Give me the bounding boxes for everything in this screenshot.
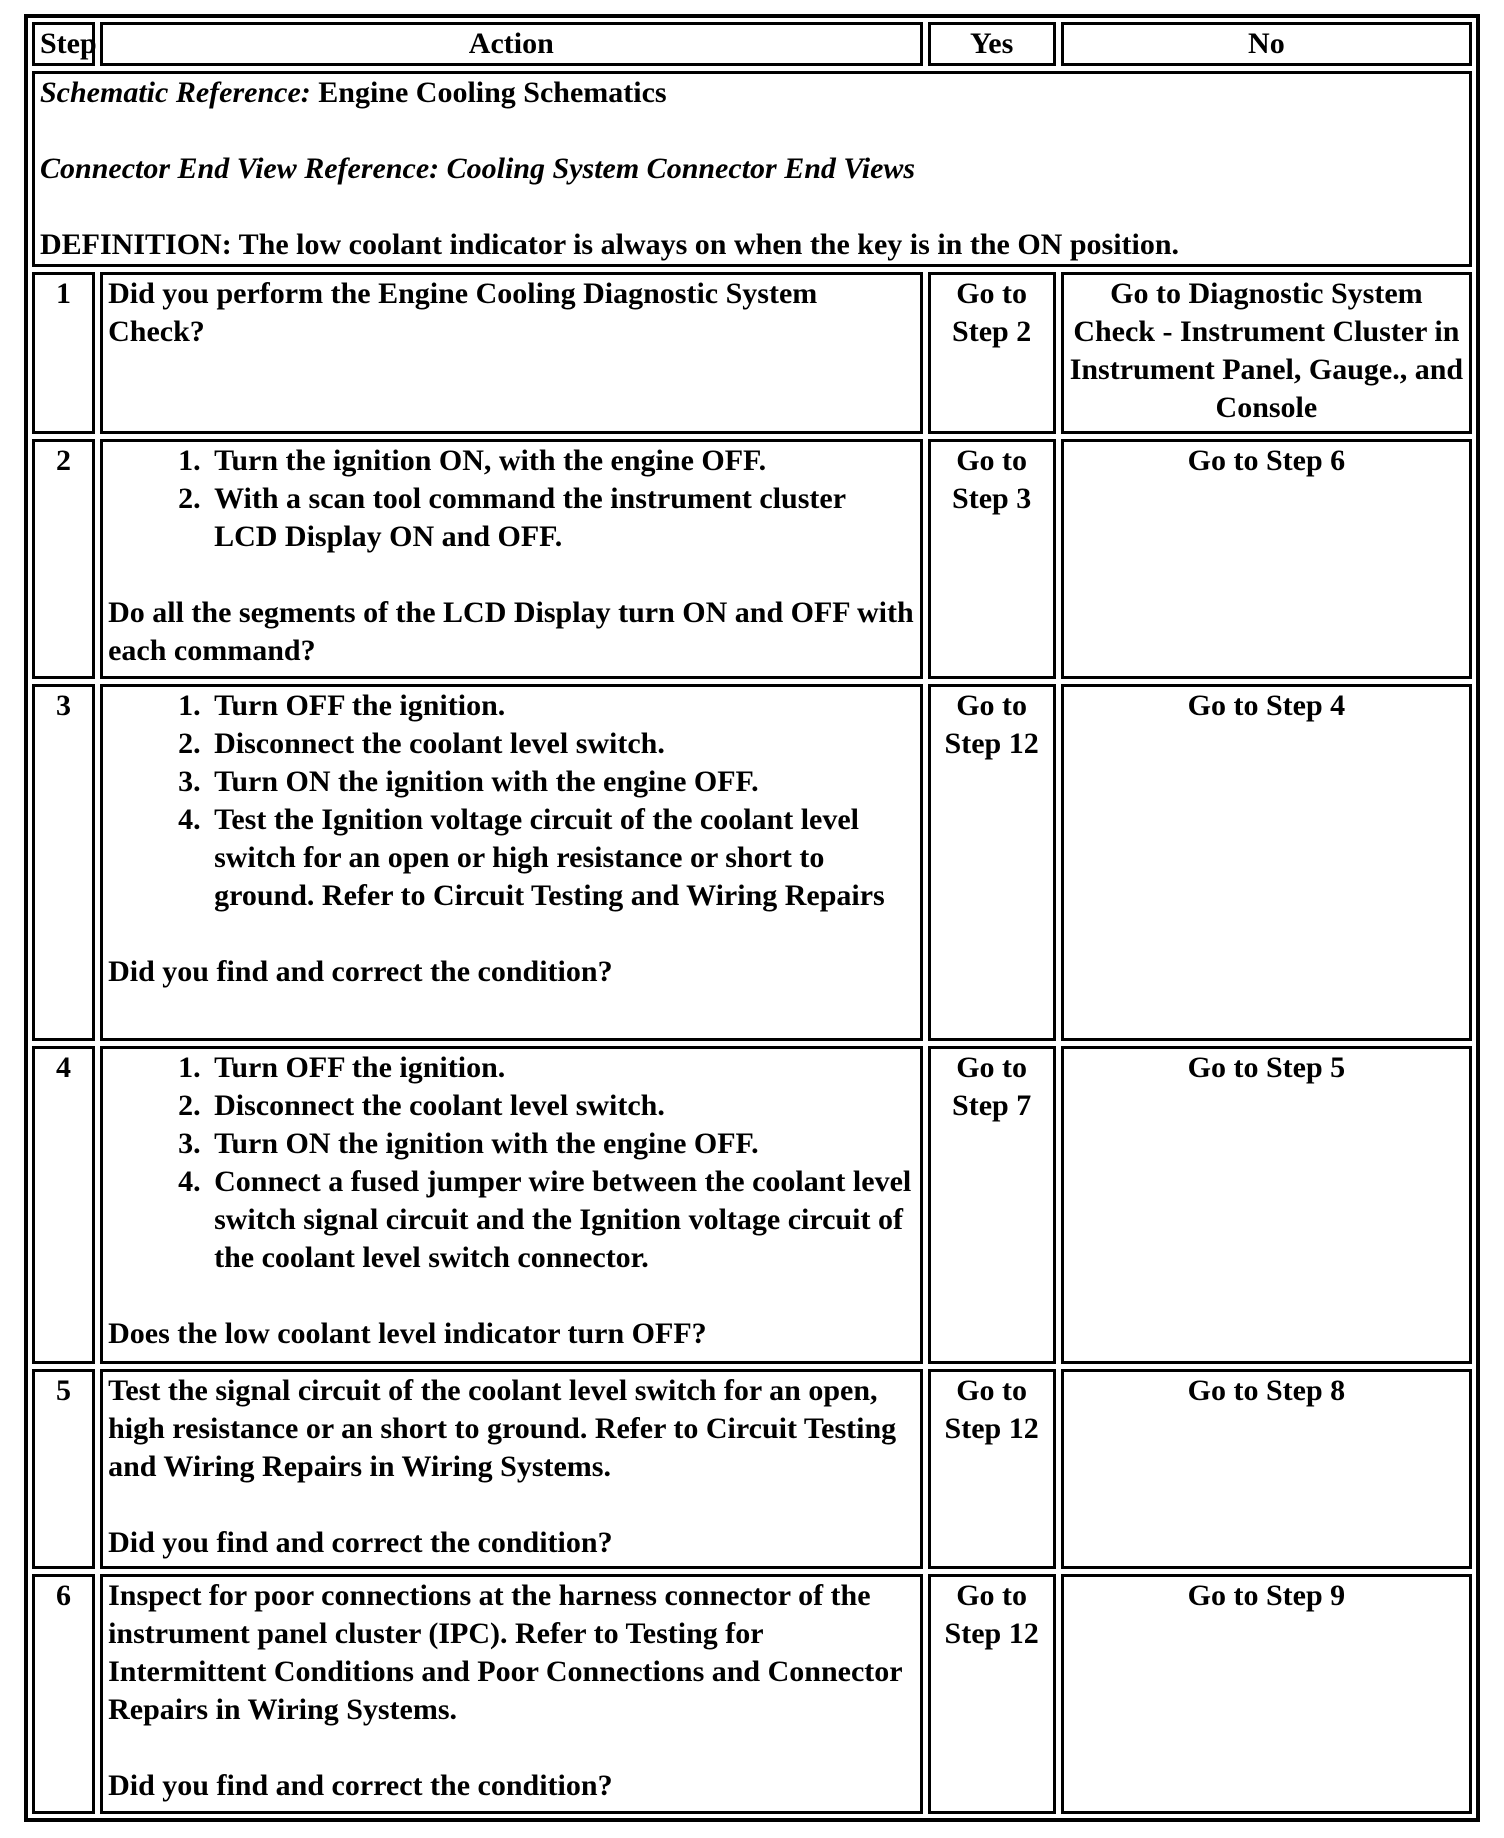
step-row [32, 684, 1472, 1041]
yes-link[interactable]: Go to Step 12 [928, 1369, 1056, 1569]
step-instructions [108, 442, 914, 556]
yes-link[interactable]: Go to Step 7 [928, 1046, 1056, 1364]
instruction-item: 1. Turn the ignition ON, with the engine OFF. [208, 442, 914, 480]
header-action: Action [100, 22, 922, 66]
no-link[interactable]: Go to Step 6 [1061, 439, 1472, 679]
definition: DEFINITION: The low coolant indicator is always on when the key is in the ON position. [40, 228, 1180, 261]
no-link[interactable]: Go to Step 4 [1061, 684, 1472, 1041]
instruction-item: 1. Turn OFF the ignition. [208, 687, 914, 725]
instruction-item: 3. Turn ON the ignition with the engine OFF. [208, 1125, 914, 1163]
instruction-item: 4. Test the Ignition voltage circuit of the coolant level switch for an open or high resistance or short to ground. Refer to Circuit Testing and Wiring Repairs [208, 801, 914, 915]
step-row [32, 1369, 1472, 1569]
step-number: 2 [32, 439, 95, 679]
step-action [100, 1046, 922, 1364]
step-action [100, 1574, 922, 1814]
no-link[interactable]: Go to Diagnostic System Check - Instrument Cluster in Instrument Panel, Gauge., and Console [1061, 272, 1472, 434]
step-question: Did you find and correct the condition? [108, 955, 613, 988]
instruction-item: 2. Disconnect the coolant level switch. [208, 1087, 914, 1125]
step-action [100, 272, 922, 434]
header-step: Step [32, 22, 95, 66]
step-question: Did you perform the Engine Cooling Diagnostic System Check? [108, 277, 818, 348]
step-number: 3 [32, 684, 95, 1041]
step-instructions [108, 687, 914, 915]
step-text: Inspect for poor connections at the harness connector of the instrument panel cluster (IPC). Refer to Testing for Intermittent Conditions and Poor Connections and Connector Repairs in Wiring Systems. [108, 1579, 903, 1726]
instruction-item: 1. Turn OFF the ignition. [208, 1049, 914, 1087]
diagnostic-table [27, 17, 1477, 1819]
step-question: Do all the segments of the LCD Display turn ON and OFF with each command? [108, 596, 914, 667]
step-number: 6 [32, 1574, 95, 1814]
instruction-item: 2. With a scan tool command the instrument cluster LCD Display ON and OFF. [208, 480, 914, 556]
step-row [32, 272, 1472, 434]
step-question: Did you find and correct the condition? [108, 1769, 613, 1802]
instruction-item: 2. Disconnect the coolant level switch. [208, 725, 914, 763]
schematic-reference-label: Schematic Reference: [40, 76, 311, 109]
header-no: No [1061, 22, 1472, 66]
step-row [32, 1046, 1472, 1364]
step-number: 4 [32, 1046, 95, 1364]
step-number: 1 [32, 272, 95, 434]
no-link[interactable]: Go to Step 9 [1061, 1574, 1472, 1814]
step-number: 5 [32, 1369, 95, 1569]
schematic-reference-value: Engine Cooling Schematics [310, 76, 667, 109]
reference-cell [32, 71, 1472, 267]
no-link[interactable]: Go to Step 5 [1061, 1046, 1472, 1364]
step-action [100, 1369, 922, 1569]
step-instructions [108, 1049, 914, 1277]
yes-link[interactable]: Go to Step 3 [928, 439, 1056, 679]
step-action [100, 684, 922, 1041]
header-yes: Yes [928, 22, 1056, 66]
header-row [32, 22, 1472, 66]
yes-link[interactable]: Go to Step 12 [928, 1574, 1056, 1814]
instruction-item: 4. Connect a fused jumper wire between the coolant level switch signal circuit and the Ignition voltage circuit of the coolant level switch connector. [208, 1163, 914, 1277]
no-link[interactable]: Go to Step 8 [1061, 1369, 1472, 1569]
step-action [100, 439, 922, 679]
step-row [32, 1574, 1472, 1814]
step-row [32, 439, 1472, 679]
yes-link[interactable]: Go to Step 2 [928, 272, 1056, 434]
step-question: Does the low coolant level indicator turn OFF? [108, 1317, 707, 1350]
yes-link[interactable]: Go to Step 12 [928, 684, 1056, 1041]
instruction-item: 3. Turn ON the ignition with the engine OFF. [208, 763, 914, 801]
connector-reference: Connector End View Reference: Cooling System Connector End Views [40, 152, 916, 185]
reference-row [32, 71, 1472, 267]
step-text: Test the signal circuit of the coolant level switch for an open, high resistance or an short to ground. Refer to Circuit Testing and Wiring Repairs in Wiring Systems. [108, 1374, 897, 1483]
step-question: Did you find and correct the condition? [108, 1526, 613, 1559]
